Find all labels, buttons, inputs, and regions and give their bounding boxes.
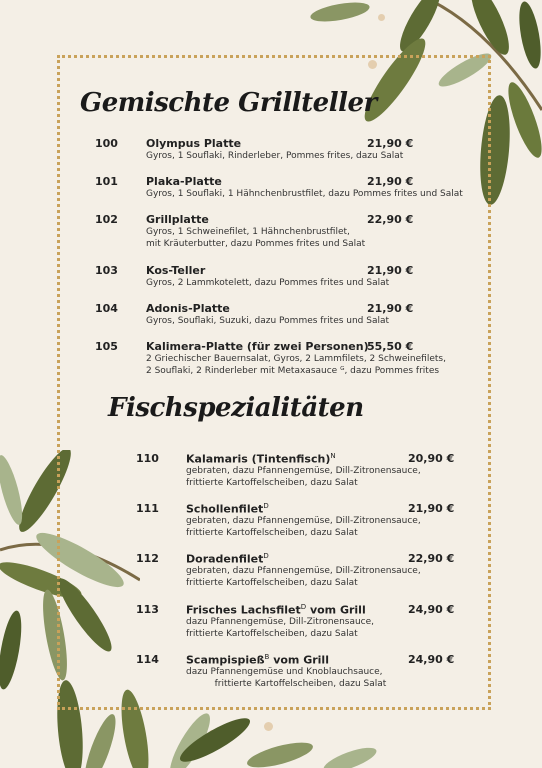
menu-item-description: 2 Griechischer Bauernsalat, Gyros, 2 Lammfilets, 2 Schweinefilets, 2 Souflaki, 2 Rinderleber mit Metaxasauce ᴳ, dazu Pommes frites bbox=[146, 354, 446, 376]
menu-item-description: Gyros, 1 Schweinefilet, 1 Hähnchenbrustfilet, mit Kräuterbutter, dazu Pommes frites und Salat bbox=[146, 227, 366, 249]
menu-item-price: 21,90 € bbox=[367, 175, 414, 188]
menu-item-name-text: Grillplatte bbox=[146, 213, 209, 226]
menu-item-price: 21,90 € bbox=[367, 137, 414, 150]
menu-item-description: gebraten, dazu Pfannengemüse, Dill-Zitronensauce, frittierte Kartoffelscheiben, dazu Salat bbox=[186, 566, 421, 588]
menu-item-name-text: Scampispieß bbox=[186, 653, 265, 667]
menu-item-price: 22,90 € bbox=[367, 213, 414, 226]
menu-item-name-text: Kalamaris (Tintenfisch) bbox=[186, 452, 331, 466]
menu-item-name-text: Frisches Lachsfilet bbox=[186, 603, 301, 617]
menu-item-number: 100 bbox=[95, 137, 118, 150]
menu-item-name-suffix: vom Grill bbox=[269, 653, 329, 667]
menu-item-name bbox=[186, 552, 269, 566]
menu-item-name bbox=[146, 213, 209, 226]
menu-item-description: gebraten, dazu Pfannengemüse, Dill-Zitronensauce, frittierte Kartoffelscheiben, dazu Salat bbox=[186, 516, 421, 538]
menu-item-number: 103 bbox=[95, 264, 118, 277]
allergen-mark: D bbox=[263, 552, 269, 560]
menu-item-price: 21,90 € bbox=[367, 302, 414, 315]
menu-item-name bbox=[146, 137, 241, 150]
menu-item-description: Gyros, 1 Souflaki, 1 Hähnchenbrustfilet, dazu Pommes frites und Salat bbox=[146, 189, 463, 199]
menu-item-number: 111 bbox=[136, 502, 159, 515]
menu-item-number: 113 bbox=[136, 603, 159, 616]
allergen-mark: D bbox=[300, 603, 307, 611]
section-title-grill: Gemischte Grillteller bbox=[80, 88, 377, 118]
menu-item-price: 24,90 € bbox=[408, 653, 455, 666]
menu-item-name bbox=[186, 653, 329, 667]
menu-item-number: 114 bbox=[136, 653, 159, 666]
menu-item-number: 104 bbox=[95, 302, 118, 315]
menu-item-number: 102 bbox=[95, 213, 118, 226]
menu-item-name-text: Adonis-Platte bbox=[146, 302, 230, 315]
menu-item-price: 24,90 € bbox=[408, 603, 455, 616]
menu-item-name-suffix: vom Grill bbox=[306, 603, 366, 617]
menu-item-name bbox=[186, 502, 269, 516]
allergen-mark: D bbox=[263, 502, 269, 510]
menu-item-name-text: Doradenfilet bbox=[186, 552, 264, 566]
menu-item-description: dazu Pfannengemüse und Knoblauchsauce, frittierte Kartoffelscheiben, dazu Salat bbox=[186, 667, 387, 689]
menu-item-description: Gyros, 2 Lammkotelett, dazu Pommes frites und Salat bbox=[146, 278, 390, 288]
menu-item-name-text: Schollenfilet bbox=[186, 502, 264, 516]
menu-item-price: 55,50 € bbox=[367, 340, 414, 353]
menu-item-name-text: Olympus Platte bbox=[146, 137, 242, 150]
menu-item-description: Gyros, 1 Souflaki, Rinderleber, Pommes frites, dazu Salat bbox=[146, 151, 404, 161]
menu-item-name-text: Plaka-Platte bbox=[146, 175, 222, 188]
menu-item-name bbox=[186, 452, 336, 466]
menu-item-price: 22,90 € bbox=[408, 552, 455, 565]
menu-item-number: 105 bbox=[95, 340, 118, 353]
menu-item-number: 110 bbox=[136, 452, 159, 465]
menu-item-name bbox=[146, 175, 222, 188]
menu-item-name-text: Kos-Teller bbox=[146, 264, 206, 277]
allergen-mark: N bbox=[330, 452, 336, 460]
menu-item-number: 101 bbox=[95, 175, 118, 188]
menu-item-name bbox=[146, 264, 205, 277]
menu-item-description: gebraten, dazu Pfannengemüse, Dill-Zitronensauce, frittierte Kartoffelscheiben, dazu Salat bbox=[186, 466, 421, 488]
menu-item-name bbox=[186, 603, 366, 617]
menu-item-description: dazu Pfannengemüse, Dill-Zitronensauce, frittierte Kartoffelscheiben, dazu Salat bbox=[186, 617, 375, 639]
menu-item-name bbox=[146, 340, 369, 353]
section-title-fish: Fischspezialitäten bbox=[108, 393, 364, 423]
menu-item-name-text: Kalimera-Platte (für zwei Personen) bbox=[146, 340, 369, 353]
menu-item-price: 21,90 € bbox=[367, 264, 414, 277]
menu-item-number: 112 bbox=[136, 552, 159, 565]
menu-item-description: Gyros, Souflaki, Suzuki, dazu Pommes frites und Salat bbox=[146, 316, 390, 326]
allergen-mark: B bbox=[264, 653, 270, 661]
menu-item-price: 21,90 € bbox=[408, 502, 455, 515]
menu-item-price: 20,90 € bbox=[408, 452, 455, 465]
menu-item-name bbox=[146, 302, 230, 315]
